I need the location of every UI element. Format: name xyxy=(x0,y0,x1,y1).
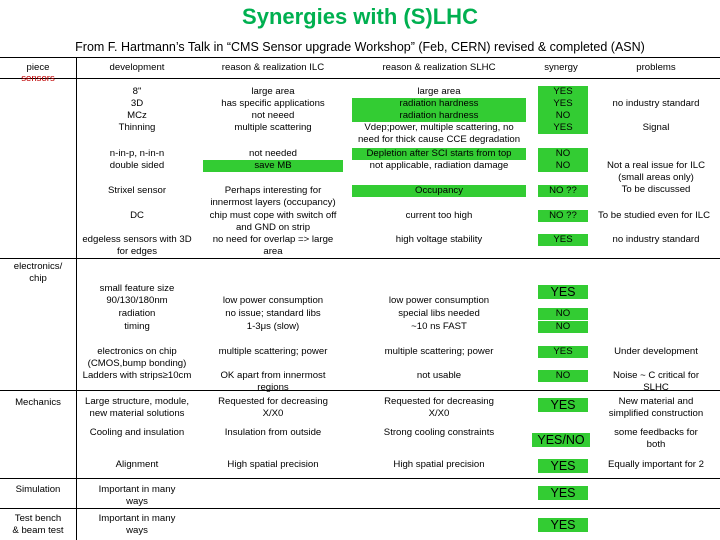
slhc-cell: Strong cooling constraints xyxy=(383,427,495,438)
synergy-no: NO xyxy=(538,110,588,122)
section-testbench: Test bench xyxy=(14,513,62,524)
dev-cell: double sided xyxy=(109,160,165,171)
section-electronics-chip: chip xyxy=(29,273,47,284)
dev-cell: radiation xyxy=(118,308,156,319)
problem-cell: SLHC xyxy=(643,382,669,393)
ilc-cell: area xyxy=(263,246,283,257)
dev-cell: 8" xyxy=(132,86,142,97)
synergy-no: NO xyxy=(538,308,588,320)
ilc-cell: OK apart from innermost xyxy=(220,370,326,381)
dev-cell: Large structure, module, xyxy=(85,396,189,407)
slhc-cell: need for thick cause CCE degradation xyxy=(357,134,521,145)
ilc-cell: High spatial precision xyxy=(227,459,319,470)
slhc-cell-highlight: radiation hardness xyxy=(352,98,526,110)
dev-cell: Cooling and insulation xyxy=(89,427,185,438)
mechanics-simulation-rule xyxy=(0,478,720,479)
page-title: Synergies with (S)LHC xyxy=(242,4,478,29)
problem-cell: (small areas only) xyxy=(618,172,694,183)
header-ilc: reason & realization ILC xyxy=(221,62,325,73)
ilc-cell: low power consumption xyxy=(222,295,324,306)
dev-cell: timing xyxy=(124,321,150,332)
slhc-cell-highlight: Occupancy xyxy=(352,185,526,197)
synergy-yes: YES xyxy=(538,98,588,110)
slhc-cell: X/X0 xyxy=(428,408,450,419)
slhc-cell: low power consumption xyxy=(388,295,490,306)
dev-cell: new material solutions xyxy=(89,408,185,419)
dev-cell: n-in-p, n-in-n xyxy=(109,148,165,159)
problem-cell: To be studied even for ILC xyxy=(598,210,710,221)
slhc-cell: Requested for decreasing xyxy=(384,396,494,407)
synergy-no: NO xyxy=(538,370,588,382)
slhc-cell: high voltage stability xyxy=(395,234,483,245)
problem-cell: Equally important for 2 xyxy=(608,459,704,470)
synergy-no: NO xyxy=(538,148,588,160)
ilc-cell: no need for overlap => large xyxy=(212,234,334,245)
problem-cell: Not a real issue for ILC xyxy=(606,160,706,171)
ilc-cell: multiple scattering; power xyxy=(218,346,328,357)
slhc-cell: current too high xyxy=(405,210,473,221)
dev-cell: Important in many xyxy=(98,484,176,495)
dev-cell: MCz xyxy=(127,110,147,121)
slhc-cell: High spatial precision xyxy=(393,459,485,470)
slhc-cell-highlight: Depletion after SCI starts from top xyxy=(352,148,526,160)
section-beam-test: & beam test xyxy=(12,525,64,536)
header-development: development xyxy=(109,62,165,73)
slhc-cell: large area xyxy=(417,86,461,97)
problem-cell: New material and xyxy=(618,396,694,407)
problem-cell: no industry standard xyxy=(612,98,700,109)
slhc-cell: special libs needed xyxy=(398,308,480,319)
ilc-cell: chip must cope with switch off xyxy=(209,210,337,221)
problem-cell: Under development xyxy=(614,346,698,357)
dev-cell: Strixel sensor xyxy=(107,185,167,196)
dev-cell: (CMOS,bump bonding) xyxy=(87,358,187,369)
synergy-yes: YES xyxy=(538,518,588,532)
synergy-yes: YES xyxy=(538,486,588,500)
synergy-yes: YES xyxy=(538,86,588,98)
dev-cell: 3D xyxy=(130,98,144,109)
dev-cell: ways xyxy=(126,496,148,507)
dev-cell: small feature size xyxy=(99,283,175,294)
ilc-cell-highlight: save MB xyxy=(203,160,343,172)
slhc-cell: not usable xyxy=(416,370,462,381)
problem-cell: some feedbacks for xyxy=(614,427,698,438)
ilc-cell: and GND on strip xyxy=(235,222,311,233)
ilc-cell: 1-3μs (slow) xyxy=(246,321,300,332)
dev-cell: Ladders with strips≥10cm xyxy=(82,370,192,381)
dev-cell: DC xyxy=(130,210,144,221)
slhc-cell-highlight: radiation hardness xyxy=(352,110,526,122)
synergy-yes-no: YES/NO xyxy=(532,433,590,447)
dev-cell: 90/130/180nm xyxy=(106,295,168,306)
header-piece: piece xyxy=(26,62,50,73)
page-subtitle: From F. Hartmann’s Talk in “CMS Sensor upgrade Workshop” (Feb, CERN) revised & completed (ASN) xyxy=(75,40,645,54)
ilc-cell: not needed xyxy=(248,148,297,159)
ilc-cell: Insulation from outside xyxy=(224,427,322,438)
section-electronics: electronics/ xyxy=(13,261,63,272)
ilc-cell: has specific applications xyxy=(221,98,325,109)
dev-cell: for edges xyxy=(116,246,157,257)
header-slhc: reason & realization SLHC xyxy=(382,62,496,73)
synergy-uncertain: NO ?? xyxy=(538,185,588,197)
ilc-cell: X/X0 xyxy=(262,408,284,419)
ilc-cell: innermost layers (occupancy) xyxy=(210,197,336,208)
dev-cell: ways xyxy=(126,525,148,536)
header-problems: problems xyxy=(636,62,676,73)
slhc-cell: multiple scattering; power xyxy=(384,346,494,357)
ilc-cell: not neeed xyxy=(251,110,295,121)
dev-cell: edgeless sensors with 3D xyxy=(82,234,192,245)
header-bottom-rule xyxy=(0,78,720,79)
ilc-cell: multiple scattering xyxy=(234,122,312,133)
dev-cell: Thinning xyxy=(118,122,156,133)
ilc-cell: regions xyxy=(257,382,289,393)
ilc-cell: Perhaps interesting for xyxy=(224,185,322,196)
header-rule xyxy=(0,57,720,58)
problem-cell: no industry standard xyxy=(612,234,700,245)
dev-cell: Important in many xyxy=(98,513,176,524)
synergy-yes: YES xyxy=(538,234,588,246)
slhc-cell: ~10 ns FAST xyxy=(411,321,467,332)
synergy-no: NO xyxy=(538,160,588,172)
synergy-yes: YES xyxy=(538,346,588,358)
header-synergy: synergy xyxy=(544,62,578,73)
problem-cell: To be discussed xyxy=(621,184,691,195)
ilc-cell: Requested for decreasing xyxy=(218,396,328,407)
synergy-yes: YES xyxy=(538,122,588,134)
section-mechanics: Mechanics xyxy=(15,397,61,408)
synergy-no: NO xyxy=(538,321,588,333)
slhc-cell: not applicable, radiation damage xyxy=(369,160,509,171)
problem-cell: simplified construction xyxy=(608,408,704,419)
ilc-cell: no issue; standard libs xyxy=(225,308,321,319)
synergy-yes: YES xyxy=(538,459,588,473)
dev-cell: Alignment xyxy=(115,459,159,470)
synergy-uncertain: NO ?? xyxy=(538,210,588,222)
synergy-yes: YES xyxy=(538,398,588,412)
ilc-cell: large area xyxy=(251,86,295,97)
section-sensors: sensors xyxy=(21,73,55,84)
slhc-cell: Vdep;power, multiple scattering, no xyxy=(364,122,514,133)
problem-cell: Noise ~ C critical for xyxy=(612,370,700,381)
section-simulation: Simulation xyxy=(15,484,61,495)
problem-cell: Signal xyxy=(642,122,670,133)
problem-cell: both xyxy=(646,439,666,450)
dev-cell: electronics on chip xyxy=(97,346,177,357)
synergy-yes: YES xyxy=(538,285,588,299)
